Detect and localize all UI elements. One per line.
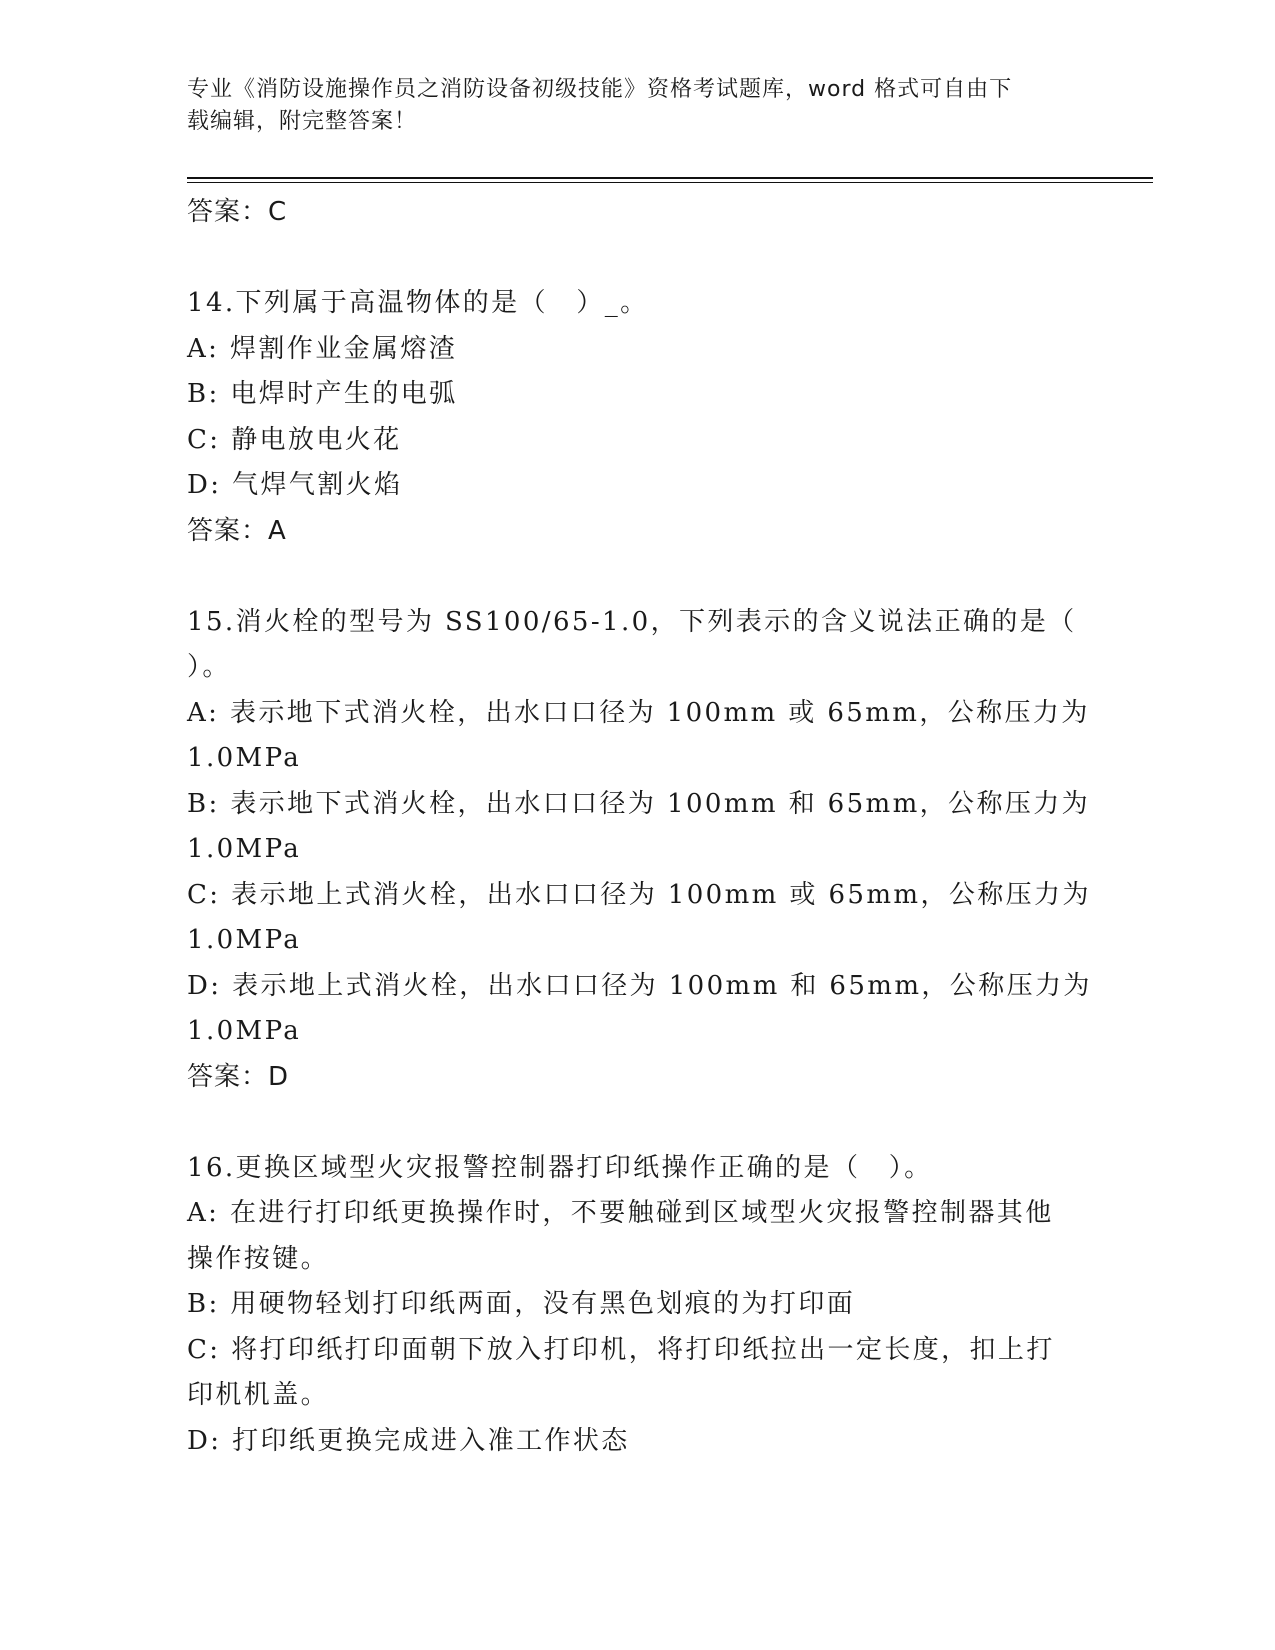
spacer — [187, 554, 1087, 600]
option-b: B: 表示地下式消火栓，出水口口径为 100mm 和 65mm，公称压力为 — [187, 788, 1091, 819]
option-a-continued: 操作按键。 — [187, 1243, 330, 1274]
question-text: 14.下列属于高温物体的是（ ）_。 — [187, 288, 649, 318]
header-divider-thin — [187, 182, 1153, 183]
option-b: B: 用硬物轻划打印纸两面，没有黑色划痕的为打印面 — [187, 1289, 856, 1319]
answer-label: 答案：A — [187, 515, 287, 546]
option-a: A: 在进行打印纸更换操作时，不要触碰到区域型火灾报警控制器其他 — [187, 1198, 1054, 1228]
answer-label: 答案：C — [187, 197, 288, 227]
option-c: C: 表示地上式消火栓，出水口口径为 100mm 或 65mm，公称压力为 — [187, 879, 1091, 910]
option-c: C: 静电放电火花 — [187, 424, 402, 455]
option-a: A: 表示地下式消火栓，出水口口径为 100mm 或 65mm，公称压力为 — [187, 697, 1090, 728]
header-line-2: 载编辑，附完整答案！ — [187, 109, 418, 134]
option-d-continued: 1.0MPa — [187, 1016, 302, 1046]
spacer — [187, 1100, 1087, 1146]
option-b: B: 电焊时产生的电弧 — [187, 379, 458, 409]
option-b-continued: 1.0MPa — [187, 834, 302, 864]
spacer — [187, 236, 1087, 282]
option-d: D: 打印纸更换完成进入准工作状态 — [187, 1425, 630, 1456]
document-header — [187, 74, 1067, 138]
option-a-continued: 1.0MPa — [187, 743, 302, 773]
question-text: 15.消火栓的型号为 SS100/65-1.0，下列表示的含义说法正确的是（ — [187, 606, 1077, 637]
option-a: A: 焊割作业金属熔渣 — [187, 333, 458, 364]
question-text-continued: ）。 — [187, 652, 231, 682]
option-c-continued: 印机机盖。 — [187, 1380, 330, 1410]
header-divider-thick — [187, 177, 1153, 179]
option-d: D: 气焊气割火焰 — [187, 470, 403, 500]
question-text: 16.更换区域型火灾报警控制器打印纸操作正确的是（ ）。 — [187, 1152, 933, 1183]
option-d: D: 表示地上式消火栓，出水口口径为 100mm 和 65mm，公称压力为 — [187, 970, 1092, 1001]
option-c: C: 将打印纸打印面朝下放入打印机，将打印纸拉出一定长度，扣上打 — [187, 1334, 1055, 1365]
answer-label: 答案：D — [187, 1061, 290, 1092]
option-c-continued: 1.0MPa — [187, 925, 302, 955]
question-content — [187, 190, 1092, 1464]
header-line-1: 专业《消防设施操作员之消防设备初级技能》资格考试题库，word 格式可自由下 — [187, 77, 1013, 102]
